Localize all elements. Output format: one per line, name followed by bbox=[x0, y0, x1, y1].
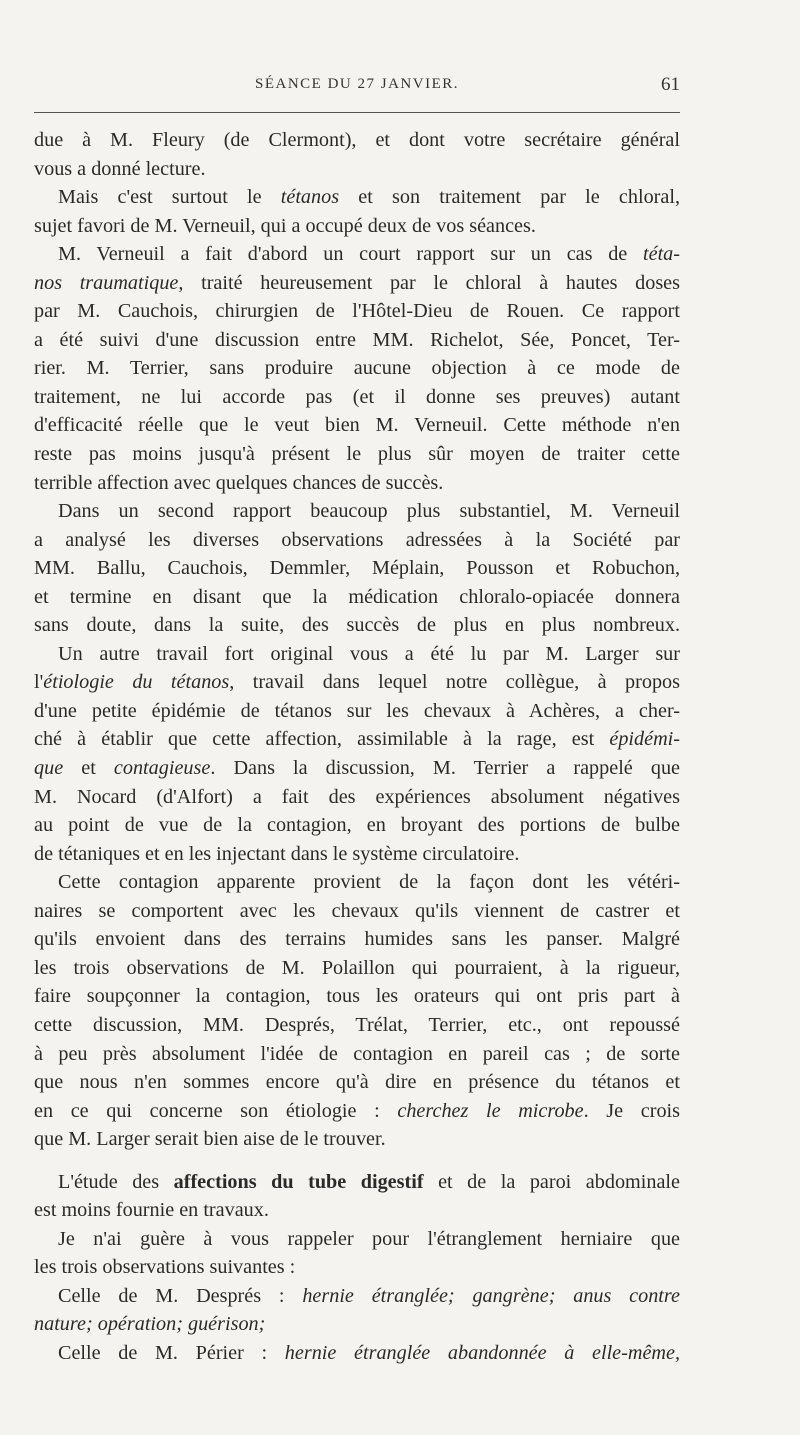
text-line bbox=[34, 1168, 680, 1197]
text-line bbox=[34, 212, 680, 241]
text-line bbox=[34, 925, 680, 954]
text-span: , travail dans lequel notre collègue, à propos bbox=[229, 671, 680, 694]
text-line bbox=[34, 469, 680, 498]
italic-text: que bbox=[34, 757, 64, 780]
text-span: L'étude des bbox=[58, 1170, 174, 1193]
text-line bbox=[34, 269, 680, 298]
text-span: Un autre travail fort original vous a été lu par M. Larger sur bbox=[58, 642, 680, 665]
text-span: l' bbox=[34, 671, 44, 694]
text-span: les trois observations de M. Polaillon qui pourraient, à la rigueur, bbox=[34, 956, 680, 979]
header-rule bbox=[34, 112, 680, 113]
text-line bbox=[34, 411, 680, 440]
text-span: sans doute, dans la suite, des succès de plus en plus nombreux. bbox=[34, 614, 680, 637]
text-line bbox=[34, 1097, 680, 1126]
bold-text: affections du tube digestif bbox=[173, 1170, 424, 1193]
text-line bbox=[34, 1225, 680, 1254]
running-title: SÉANCE DU 27 JANVIER. bbox=[255, 76, 459, 92]
text-span: vous a donné lecture. bbox=[34, 157, 206, 180]
text-line bbox=[34, 497, 680, 526]
text-span: ché à établir que cette affection, assimilable à la rage, est bbox=[34, 728, 610, 751]
text-span: à peu près absolument l'idée de contagion en pareil cas ; de sorte bbox=[34, 1042, 680, 1065]
text-line bbox=[34, 840, 680, 869]
text-line bbox=[34, 754, 680, 783]
text-line bbox=[34, 583, 680, 612]
text-span: de tétaniques et en les injectant dans le système circulatoire. bbox=[34, 842, 520, 865]
text-line bbox=[34, 868, 680, 897]
text-span: sujet favori de M. Verneuil, qui a occupé deux de vos séances. bbox=[34, 214, 536, 237]
text-line bbox=[34, 1040, 680, 1069]
text-span: faire soupçonner la contagion, tous les orateurs qui ont pris part à bbox=[34, 985, 680, 1008]
text-span: et son traitement par le chloral, bbox=[339, 186, 681, 209]
text-line bbox=[34, 1196, 680, 1225]
text-span: d'efficacité réelle que le veut bien M. Verneuil. Cette méthode n'en bbox=[34, 414, 680, 437]
text-span: cette discussion, MM. Després, Trélat, Terrier, etc., ont repoussé bbox=[34, 1013, 680, 1036]
text-line bbox=[34, 440, 680, 469]
text-line bbox=[34, 1282, 680, 1311]
text-span: Mais c'est surtout le bbox=[58, 186, 281, 209]
italic-text: nature; opération; guérison; bbox=[34, 1313, 266, 1336]
text-span: les trois observations suivantes : bbox=[34, 1256, 296, 1279]
text-span: Dans un second rapport beaucoup plus substantiel, M. Verneuil bbox=[58, 500, 680, 523]
text-line bbox=[34, 126, 680, 155]
text-line bbox=[34, 326, 680, 355]
text-span: a été suivi d'une discussion entre MM. Richelot, Sée, Poncet, Ter- bbox=[34, 328, 680, 351]
text-span: reste pas moins jusqu'à présent le plus sûr moyen de traiter cette bbox=[34, 443, 680, 466]
text-line bbox=[34, 668, 680, 697]
text-line bbox=[34, 897, 680, 926]
text-line bbox=[34, 155, 680, 184]
text-span: Cette contagion apparente provient de la façon dont les vétéri- bbox=[58, 871, 680, 894]
text-span: Celle de M. Périer : bbox=[58, 1341, 285, 1364]
text-span: . Je crois bbox=[583, 1099, 681, 1122]
text-line bbox=[34, 240, 680, 269]
page-number: 61 bbox=[661, 74, 680, 95]
text-span: M. Nocard (d'Alfort) a fait des expériences absolument négatives bbox=[34, 785, 680, 808]
text-line bbox=[34, 640, 680, 669]
text-line bbox=[34, 783, 680, 812]
text-span: due à M. Fleury (de Clermont), et dont votre secrétaire général bbox=[34, 129, 680, 151]
text-line bbox=[34, 1253, 680, 1282]
text-span: et termine en disant que la médication chloralo-opiacée donnera bbox=[34, 585, 680, 608]
text-line bbox=[34, 354, 680, 383]
text-span: . Dans la discussion, M. Terrier a rappelé que bbox=[210, 757, 680, 780]
text-line bbox=[34, 1310, 680, 1339]
text-line bbox=[34, 697, 680, 726]
text-span: MM. Ballu, Cauchois, Demmler, Méplain, Pousson et Robuchon, bbox=[34, 557, 680, 580]
text-line bbox=[34, 982, 680, 1011]
italic-text: hernie étranglée; gangrène; anus contre bbox=[302, 1284, 680, 1307]
text-line bbox=[34, 954, 680, 983]
italic-text: cherchez le microbe bbox=[397, 1099, 584, 1122]
text-line bbox=[34, 383, 680, 412]
text-span: M. Verneuil a fait d'abord un court rapport sur un cas de bbox=[58, 243, 643, 266]
paragraph-gap bbox=[34, 1154, 680, 1168]
text-line bbox=[34, 811, 680, 840]
text-line bbox=[34, 554, 680, 583]
text-line bbox=[34, 526, 680, 555]
italic-text: téta- bbox=[643, 243, 680, 266]
italic-text: nos traumatique bbox=[34, 271, 179, 294]
page-header bbox=[34, 70, 680, 104]
italic-text: tétanos bbox=[280, 186, 340, 209]
italic-text: épidémi- bbox=[609, 728, 680, 751]
text-span: et de la paroi abdominale bbox=[423, 1170, 680, 1193]
italic-text: hernie étranglée abandonnée à elle-même, bbox=[284, 1341, 680, 1364]
text-span: au point de vue de la contagion, en broyant des portions de bulbe bbox=[34, 814, 680, 837]
text-span: terrible affection avec quelques chances de succès. bbox=[34, 471, 444, 494]
text-line bbox=[34, 1011, 680, 1040]
text-span: que nous n'en sommes encore qu'à dire en présence du tétanos et bbox=[34, 1071, 680, 1094]
text-line bbox=[34, 611, 680, 640]
italic-text: étiologie du tétanos bbox=[43, 671, 230, 694]
text-span: Je n'ai guère à vous rappeler pour l'étranglement herniaire que bbox=[58, 1227, 680, 1250]
italic-text: contagieuse bbox=[113, 757, 211, 780]
text-span: est moins fournie en travaux. bbox=[34, 1199, 269, 1222]
text-span: traitement, ne lui accorde pas (et il donne ses preuves) autant bbox=[34, 385, 680, 408]
page bbox=[34, 70, 681, 1364]
text-span: a analysé les diverses observations adressées à la Société par bbox=[34, 528, 680, 551]
text-span: qu'ils envoient dans des terrains humides sans les panser. Malgré bbox=[34, 928, 680, 951]
text-span: d'une petite épidémie de tétanos sur les chevaux à Achères, a cher- bbox=[34, 699, 680, 722]
text-span: , traité heureusement par le chloral à hautes doses bbox=[178, 271, 680, 294]
text-span: en ce qui concerne son étiologie : bbox=[34, 1099, 398, 1122]
text-span: naires se comportent avec les chevaux qu'ils viennent de castrer et bbox=[34, 899, 680, 922]
text-line bbox=[34, 297, 680, 326]
text-span: que M. Larger serait bien aise de le trouver. bbox=[34, 1128, 386, 1151]
text-span: et bbox=[63, 757, 114, 780]
text-line bbox=[34, 725, 680, 754]
text-span: rier. M. Terrier, sans produire aucune objection à ce mode de bbox=[34, 357, 680, 380]
text-line bbox=[34, 1339, 680, 1368]
text-span: par M. Cauchois, chirurgien de l'Hôtel-Dieu de Rouen. Ce rapport bbox=[34, 300, 680, 323]
text-span: Celle de M. Després : bbox=[58, 1284, 303, 1307]
text-line bbox=[34, 1068, 680, 1097]
text-line bbox=[34, 1125, 680, 1154]
text-line bbox=[34, 183, 680, 212]
body-text bbox=[34, 126, 680, 1368]
